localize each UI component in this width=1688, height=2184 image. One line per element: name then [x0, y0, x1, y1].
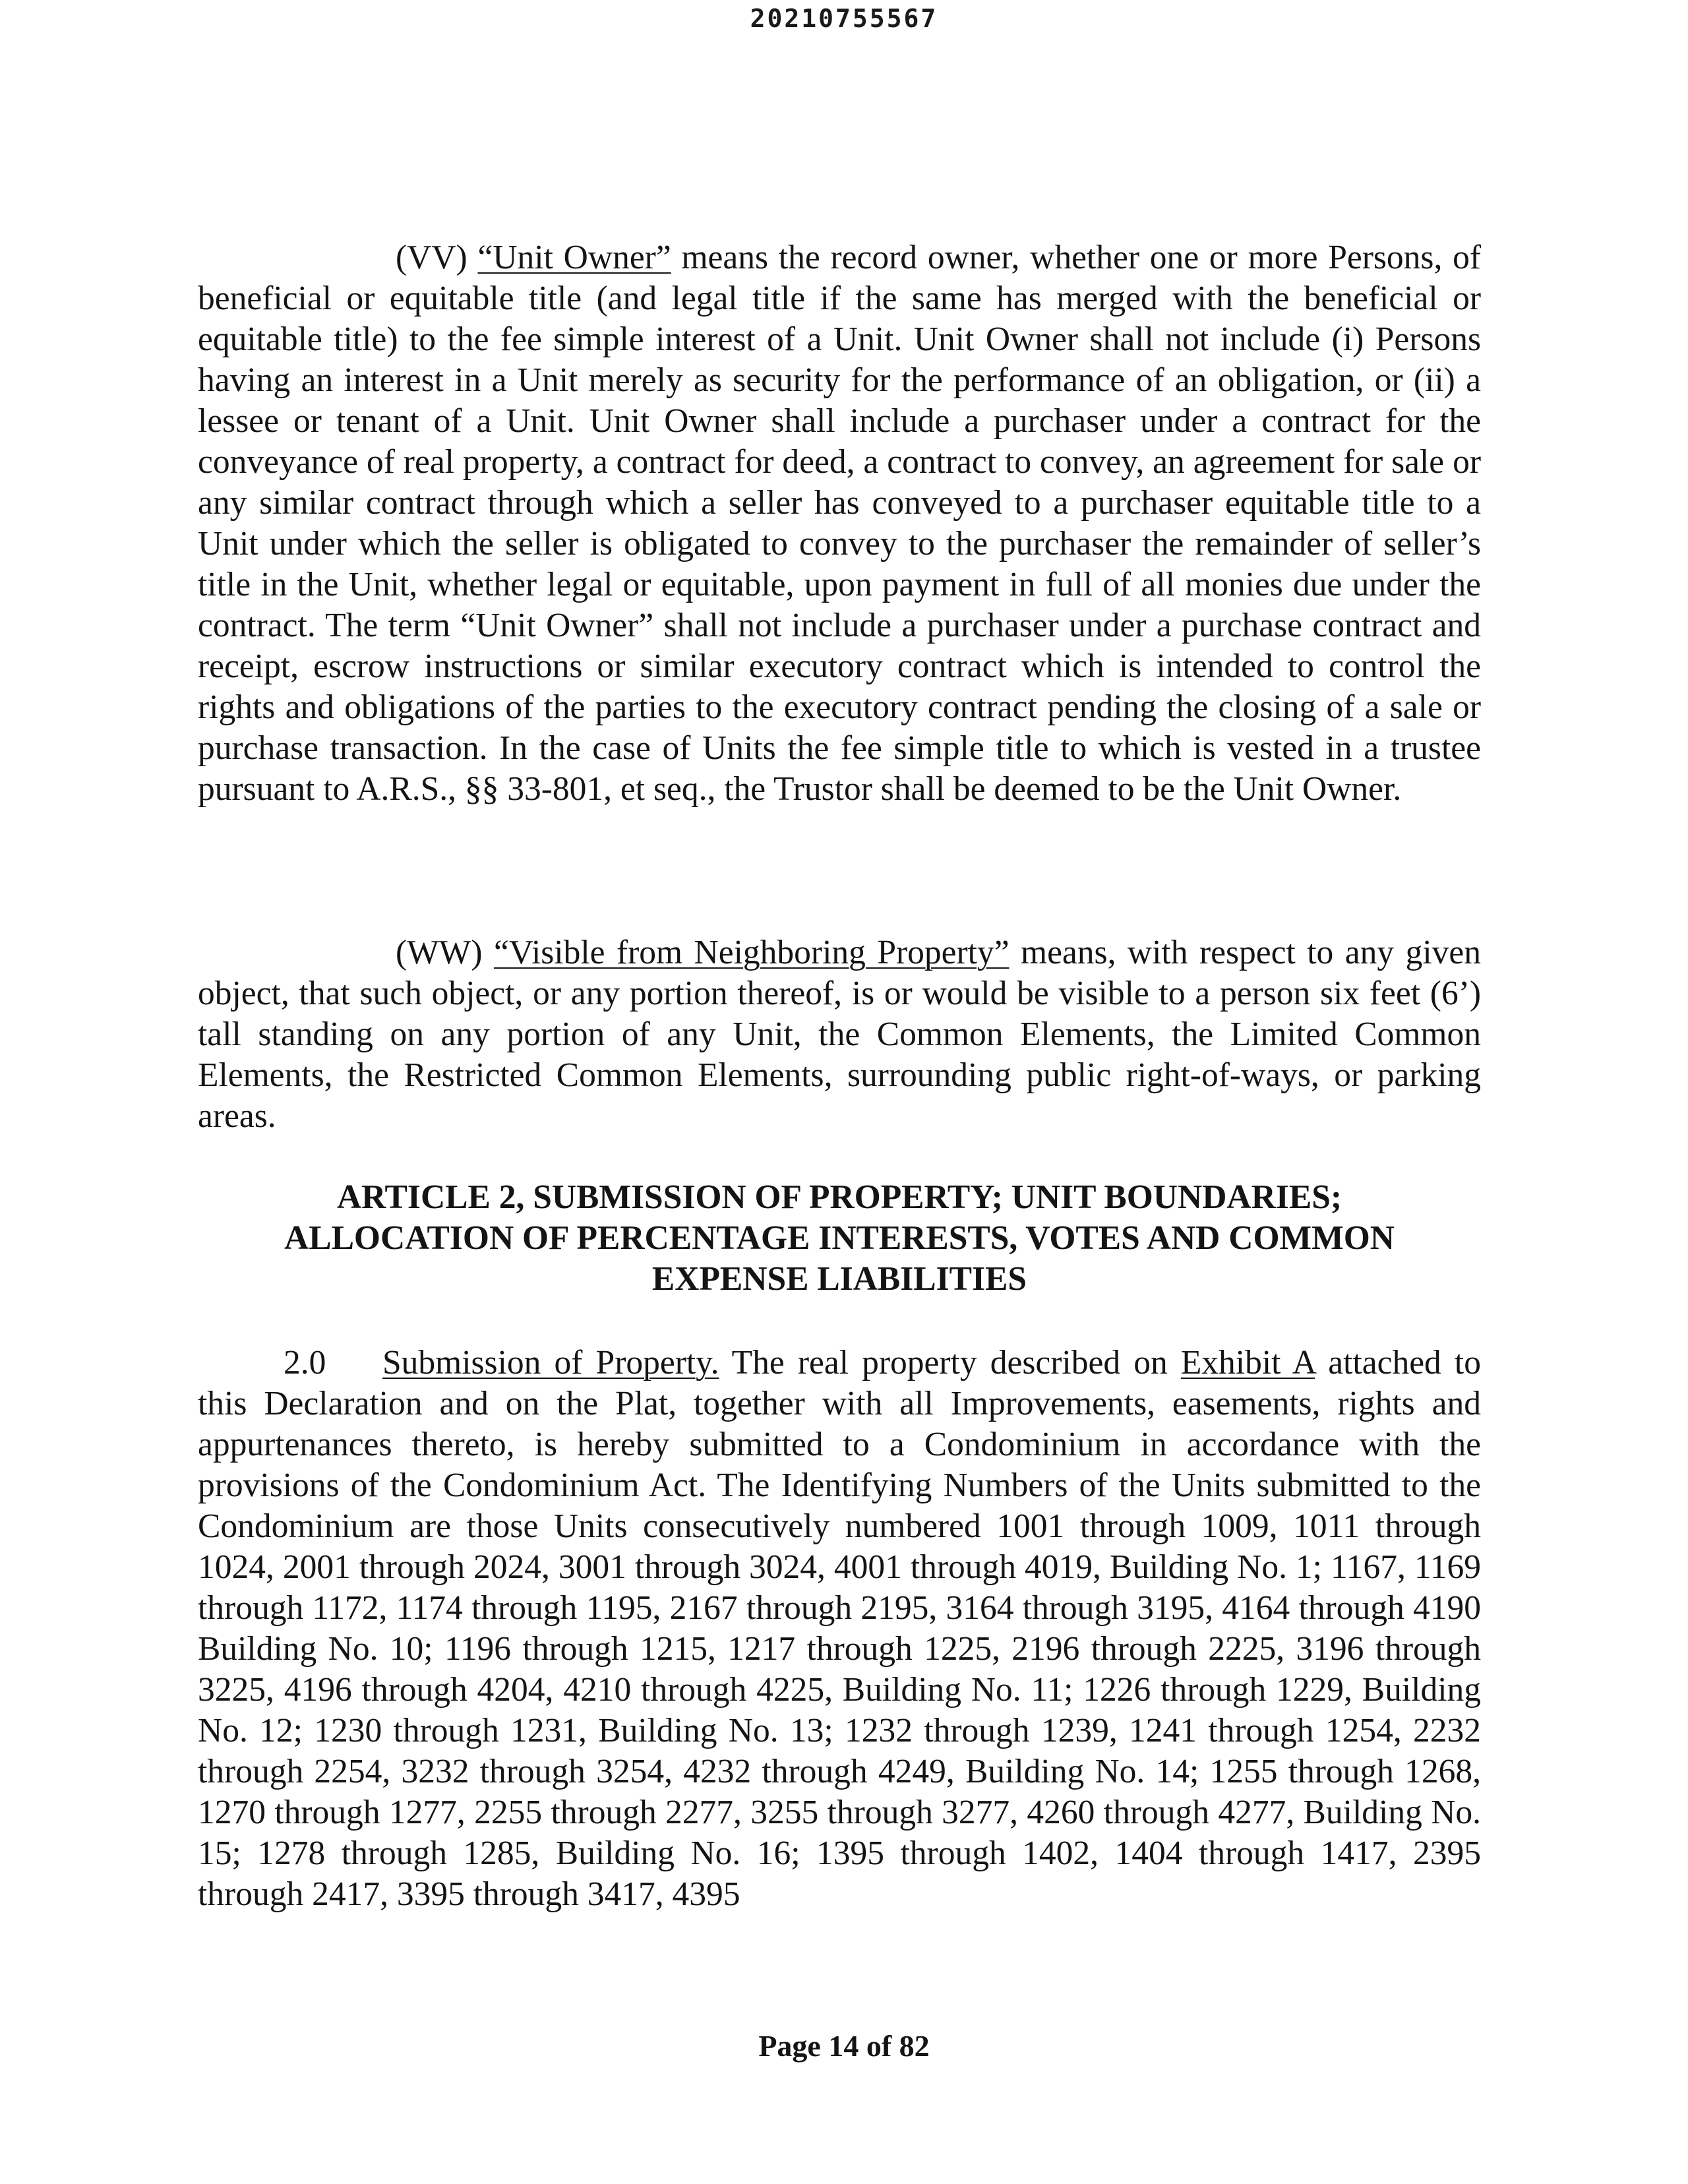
definition-term: “Visible from Neighboring Property” [494, 934, 1010, 971]
article-heading [198, 1177, 1481, 1300]
article-heading-line: EXPENSE LIABILITIES [651, 1260, 1027, 1298]
definition-paragraph-ww [198, 932, 1481, 1137]
definition-paragraph-vv [198, 237, 1481, 810]
recording-number: 20210755567 [750, 4, 938, 33]
definition-text: means the record owner, whether one or more Persons, of beneficial or equitable title (and legal title if the same has merged with the beneficial or equitable title) to the fee simple interest of a Unit. Unit Owner shall not include (i) Persons having an interest in a Unit merely as security for the performance of an obligation, or (ii) a lessee or tenant of a Unit. Unit Owner shall include a purchaser under a contract for the conveyance of real property, a contract for deed, a contract to convey, an agreement for sale or any similar contract through which a seller has conveyed to a purchaser equitable title to a Unit under which the seller is obligated to convey to the purchaser the remainder of seller’s title in the Unit, whether legal or equitable, upon payment in full of all monies due under the contract. The term “Unit Owner” shall not include a purchaser under a purchase contract and receipt, escrow instructions or similar executory contract which is intended to control the rights and obligations of the parties to the executory contract pending the closing of a sale or purchase transaction. In the case of Units the fee simple title to which is vested in a trustee pursuant to A.R.S., §§ 33-801, et seq., the Trustor shall be deemed to be the Unit Owner. [198, 239, 1481, 808]
article-heading-line: ALLOCATION OF PERCENTAGE INTERESTS, VOTES AND COMMON [284, 1219, 1395, 1257]
definition-text: means, with respect to any given object, that such object, or any portion thereof, is or would be visible to a person six feet (6’) tall standing on any portion of any Unit, the Common Elements, the Limited Common Elements, the Restricted Common Elements, surrounding public right-of-ways, or parking areas. [198, 934, 1481, 1135]
definition-term: “Unit Owner” [477, 239, 671, 276]
article-heading-line: ARTICLE 2, SUBMISSION OF PROPERTY; UNIT BOUNDARIES; [336, 1178, 1342, 1216]
section-text: attached to this Declaration and on the Plat, together with all Improvements, easements, rights and appurtenances thereto, is hereby submitted to a Condominium in accordance with the provisions of the Condominium Act. The Identifying Numbers of the Units submitted to the Condominium are those Units consecutively numbered 1001 through 1009, 1011 through 1024, 2001 through 2024, 3001 through 3024, 4001 through 4019, Building No. 1; 1167, 1169 through 1172, 1174 through 1195, 2167 through 2195, 3164 through 3195, 4164 through 4190 Building No. 10; 1196 through 1215, 1217 through 1225, 2196 through 2225, 3196 through 3225, 4196 through 4204, 4210 through 4225, Building No. 11; 1226 through 1229, Building No. 12; 1230 through 1231, Building No. 13; 1232 through 1239, 1241 through 1254, 2232 through 2254, 3232 through 3254, 4232 through 4249, Building No. 14; 1255 through 1268, 1270 through 1277, 2255 through 2277, 3255 through 3277, 4260 through 4277, Building No. 15; 1278 through 1285, Building No. 16; 1395 through 1402, 1404 through 1417, 2395 through 2417, 3395 through 3417, 4395 [198, 1344, 1481, 1913]
definition-label: (WW) [396, 934, 483, 971]
definition-label: (VV) [396, 239, 467, 276]
section-2-0-paragraph [198, 1343, 1481, 1915]
section-title: Submission of Property. [382, 1344, 719, 1381]
section-text: The real property described on [719, 1344, 1181, 1381]
exhibit-reference: Exhibit A [1180, 1344, 1315, 1381]
section-number: 2.0 [284, 1344, 326, 1381]
page-number: Page 14 of 82 [758, 2029, 930, 2063]
